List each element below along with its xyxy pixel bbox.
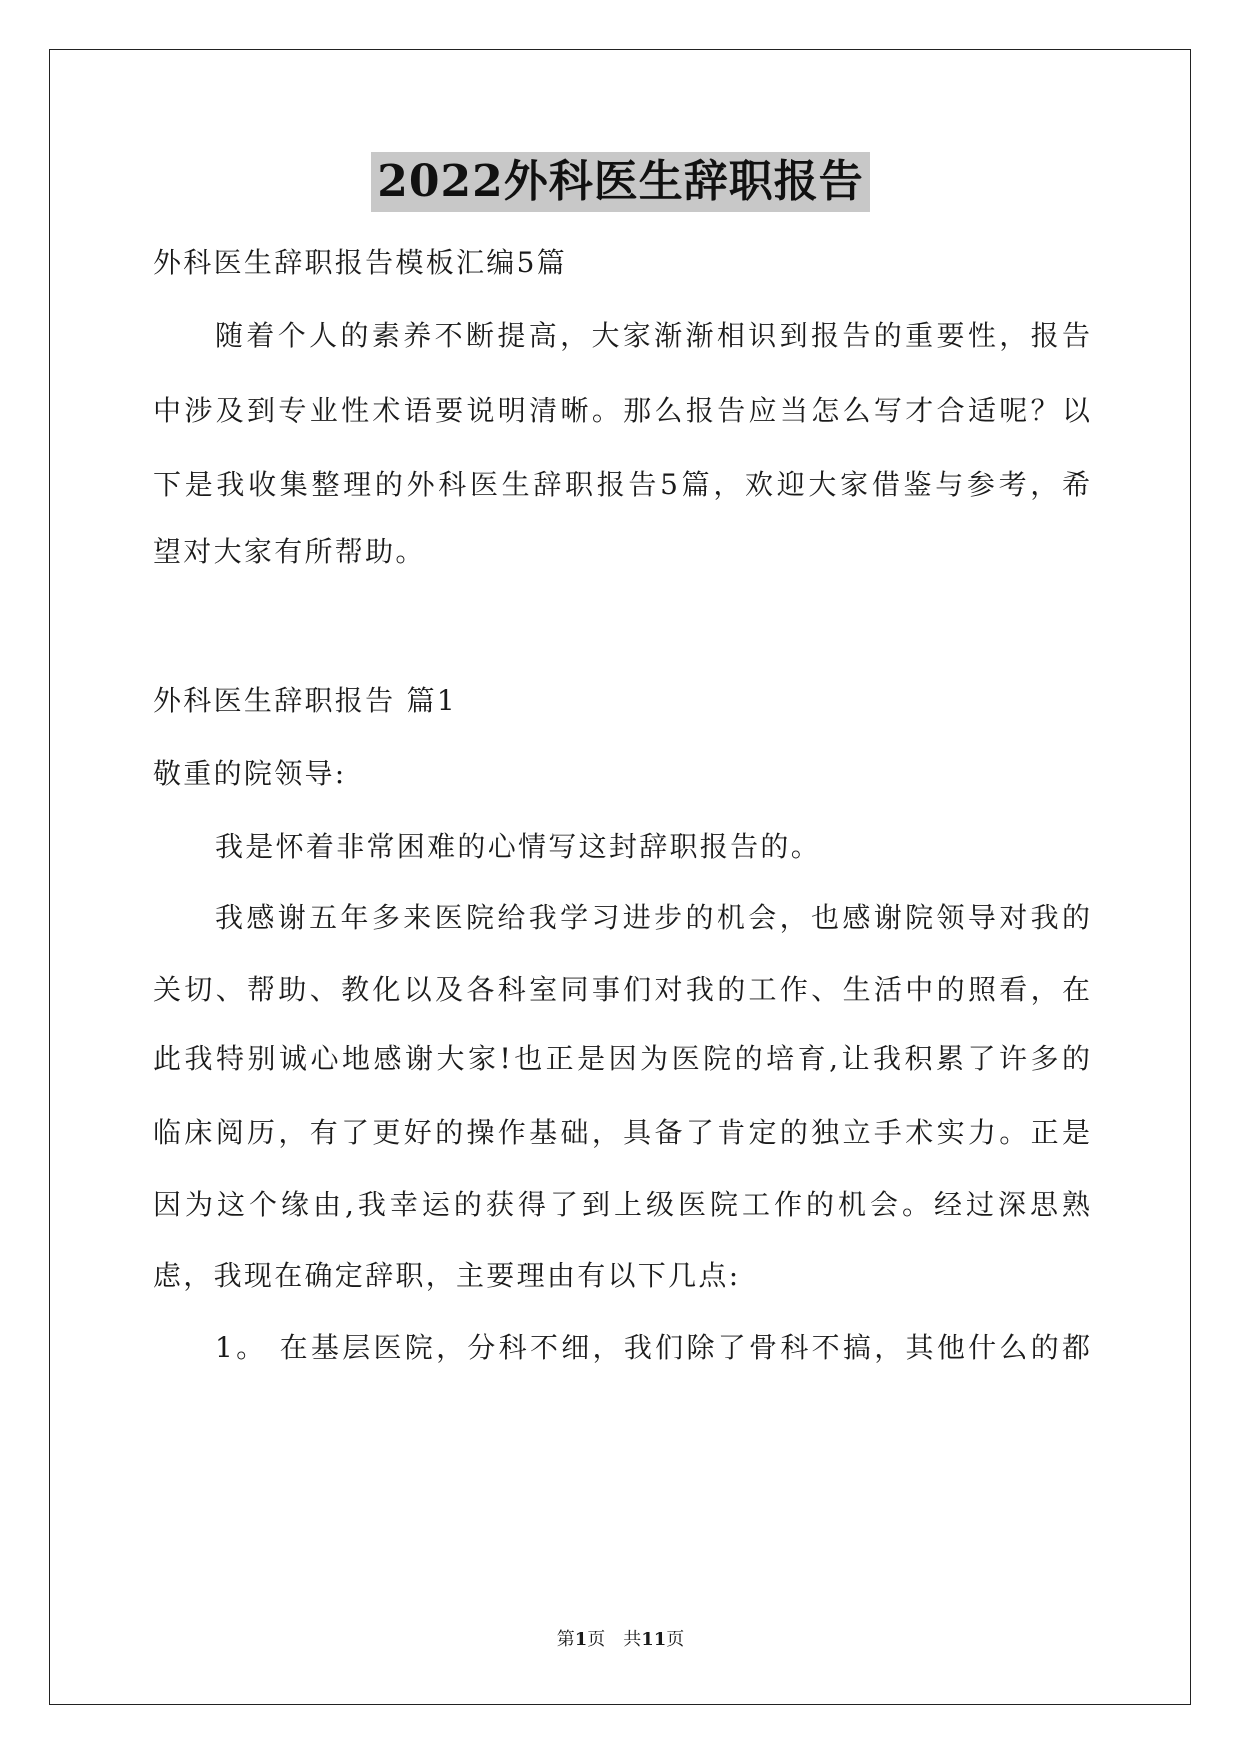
title-text: 2022外科医生辞职报告: [371, 152, 869, 212]
paragraph-2-line-2: 关切、帮助、教化以及各科室同事们对我的工作、生活中的照看，在: [153, 973, 1090, 1006]
list-item-1-line: 1。 在基层医院，分科不细，我们除了骨科不搞，其他什么的都: [215, 1331, 1090, 1364]
total-label-prefix: 共: [623, 1629, 642, 1650]
intro-line-1: 随着个人的素养不断提高，大家渐渐相识到报告的重要性，报告: [215, 319, 1090, 352]
page-label-prefix: 第: [556, 1629, 575, 1650]
intro-line-3: 下是我收集整理的外科医生辞职报告5篇，欢迎大家借鉴与参考，希: [153, 468, 1090, 501]
total-label-suffix: 页: [666, 1629, 685, 1650]
paragraph-2-line-3: 此我特别诚心地感谢大家!也正是因为医院的培育,让我积累了许多的: [153, 1042, 1090, 1075]
paragraph-2-line-1: 我感谢五年多来医院给我学习进步的机会，也感谢院领导对我的: [215, 901, 1090, 934]
document-subtitle: 外科医生辞职报告模板汇编5篇: [153, 246, 568, 279]
page-label-suffix: 页: [587, 1629, 606, 1650]
page-border: [49, 49, 1191, 1705]
paragraph-2-line-5: 因为这个缘由,我幸运的获得了到上级医院工作的机会。经过深思熟: [153, 1188, 1090, 1221]
page-number: 1: [574, 1629, 588, 1650]
paragraph-2-line-4: 临床阅历，有了更好的操作基础，具备了肯定的独立手术实力。正是: [153, 1116, 1090, 1149]
total-pages: 11: [641, 1629, 667, 1650]
intro-line-2: 中涉及到专业性术语要说明清晰。那么报告应当怎么写才合适呢？以: [153, 394, 1090, 427]
page-footer: [0, 1628, 1241, 1652]
salutation: 敬重的院领导:: [153, 757, 347, 790]
section-heading: 外科医生辞职报告 篇1: [153, 684, 458, 717]
document-title: [0, 152, 1241, 212]
paragraph-1: 我是怀着非常困难的心情写这封辞职报告的。: [215, 830, 822, 863]
paragraph-2-line-6: 虑，我现在确定辞职，主要理由有以下几点:: [153, 1259, 741, 1292]
intro-line-4: 望对大家有所帮助。: [153, 535, 426, 568]
